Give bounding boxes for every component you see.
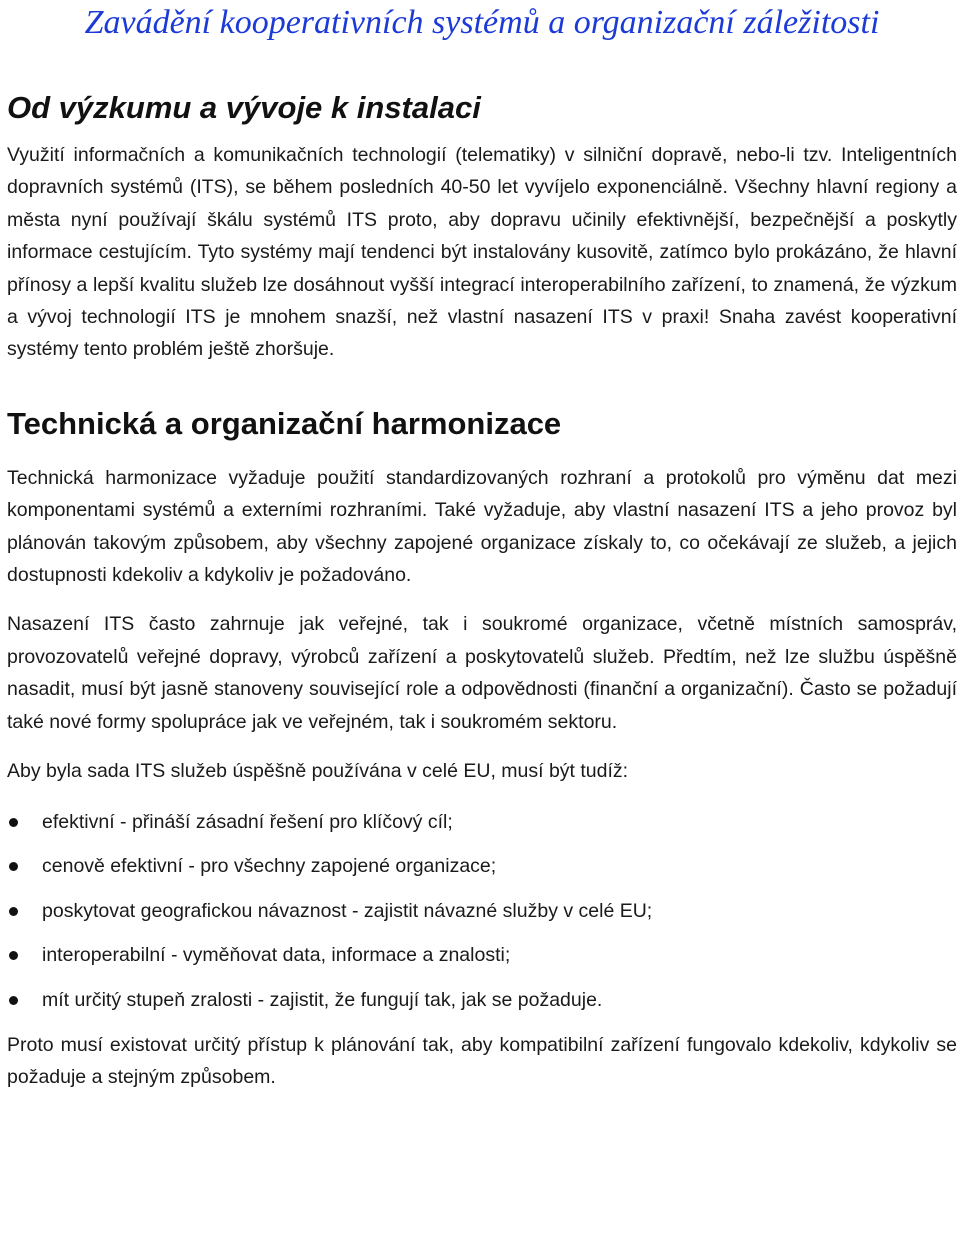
document-page bbox=[7, 0, 957, 1094]
section-heading-research: Od výzkumu a vývoje k instalaci bbox=[7, 90, 481, 125]
list-item-text: poskytovat geografickou návaznost - zajistit návazné služby v celé EU; bbox=[42, 899, 653, 922]
bullet-icon bbox=[9, 907, 18, 916]
list-item bbox=[7, 978, 957, 1023]
bullet-icon bbox=[9, 862, 18, 871]
list-item bbox=[7, 889, 957, 934]
requirements-list bbox=[7, 800, 957, 1023]
list-item bbox=[7, 933, 957, 978]
bullet-icon bbox=[9, 951, 18, 960]
list-item bbox=[7, 800, 957, 845]
list-item-text: efektivní - přináší zásadní řešení pro klíčový cíl; bbox=[42, 810, 453, 833]
paragraph-research: Využití informačních a komunikačních technologií (telematiky) v silniční dopravě, nebo-li tzv. Inteligentních dopravních systémů (ITS), se během posledních 40-50 let vyvíjelo exponenciálně. Všechny hlavní regiony a města nyní používají škálu systémů ITS proto, aby dopravu učinily efektivnější, bezpečnější a poskytly informace cestujícím. Tyto systémy mají tendenci být instalovány kusovitě, zatímco bylo prokázáno, že hlavní přínosy a lepší kvalitu služeb lze dosáhnout vyšší integrací interoperabilního zařízení, to znamená, že výzkum a vývoj technologií ITS je mnohem snazší, než vlastní nasazení ITS v praxi! Snaha zavést kooperativní systémy tento problém ještě zhoršuje. bbox=[7, 144, 957, 361]
paragraph-closing: Proto musí existovat určitý přístup k plánování tak, aby kompatibilní zařízení fungovalo kdekoliv, kdykoliv se požaduje a stejným způsobem. bbox=[7, 1034, 957, 1089]
list-item-text: interoperabilní - vyměňovat data, informace a znalosti; bbox=[42, 944, 511, 966]
list-item bbox=[7, 844, 957, 889]
section-heading-harmonization: Technická a organizační harmonizace bbox=[7, 405, 562, 441]
paragraph-list-intro: Aby byla sada ITS služeb úspěšně používána v celé EU, musí být tudíž: bbox=[7, 760, 629, 783]
bullet-icon bbox=[9, 818, 18, 827]
bullet-icon bbox=[9, 996, 18, 1005]
list-item-text: mít určitý stupeň zralosti - zajistit, že fungují tak, jak se požaduje. bbox=[42, 988, 603, 1011]
paragraph-technical-harmonization: Technická harmonizace vyžaduje použití standardizovaných rozhraní a protokolů pro výměnu dat mezi komponentami systémů a externími rozhraními. Také vyžaduje, aby vlastní nasazení ITS a jeho provoz byl plánován takovým způsobem, aby všechny zapojené organizace získaly to, co očekávají ze služeb, a jejich dostupnosti kdekoliv a kdykoliv je požadováno. bbox=[7, 466, 957, 587]
list-item-text: cenově efektivní - pro všechny zapojené organizace; bbox=[42, 855, 497, 877]
paragraph-its-deployment: Nasazení ITS často zahrnuje jak veřejné, tak i soukromé organizace, včetně místních samospráv, provozovatelů veřejné dopravy, výrobců zařízení a poskytovatelů služeb. Předtím, než lze službu úspěšně nasadit, musí být jasně stanoveny související role a odpovědnosti (finanční a organizační). Často se požadují také nové formy spolupráce jak ve veřejném, tak i soukromém sektoru. bbox=[7, 613, 957, 733]
document-title: Zavádění kooperativních systémů a organizační záležitosti bbox=[84, 4, 880, 41]
